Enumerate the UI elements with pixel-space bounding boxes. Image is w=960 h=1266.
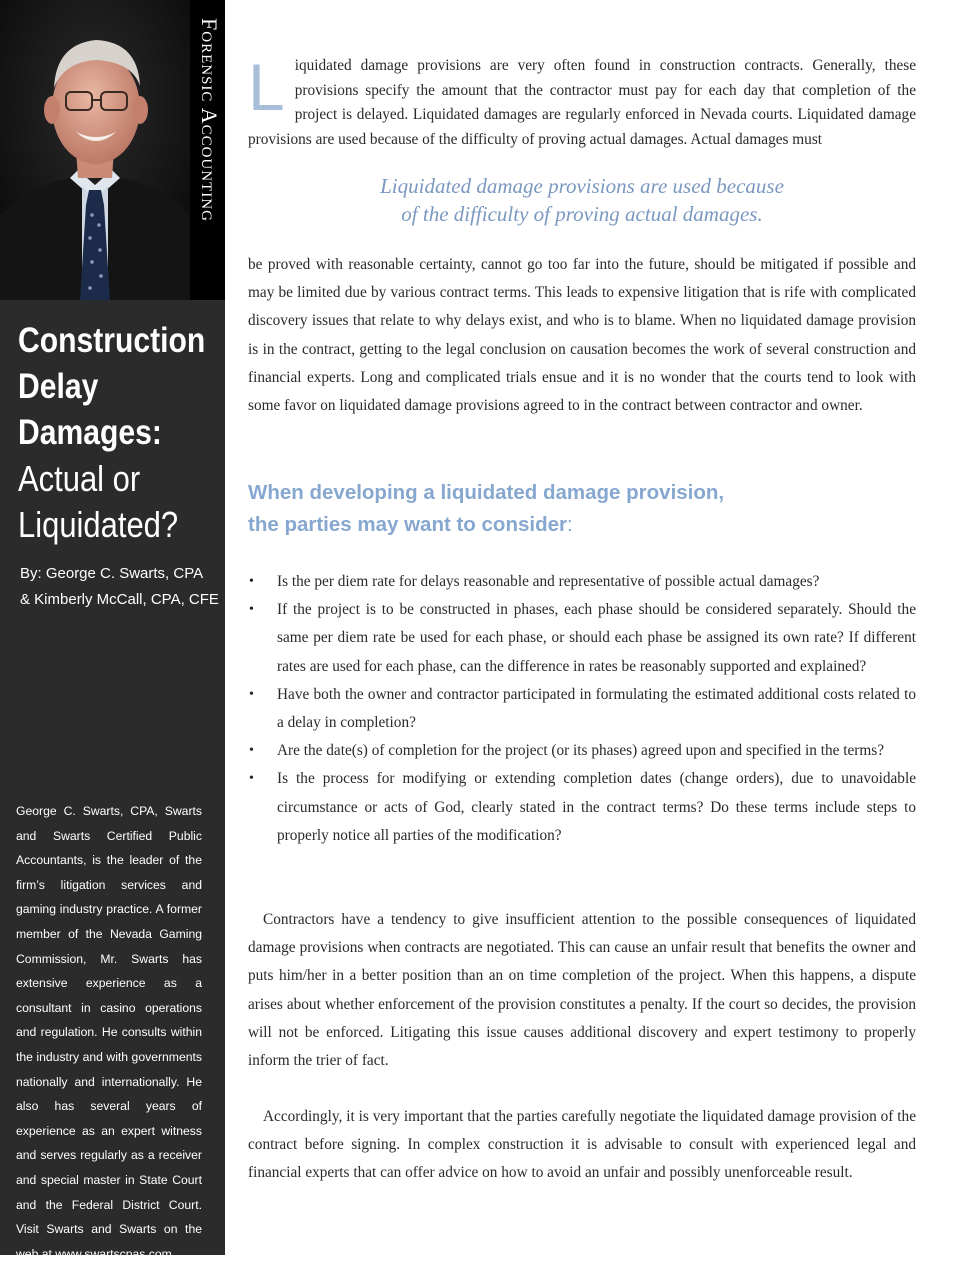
pull-quote-line: of the difficulty of proving actual damages. bbox=[401, 202, 763, 226]
sidebar bbox=[0, 0, 225, 1261]
bullet-icon: • bbox=[249, 602, 254, 618]
title-line: Delay bbox=[18, 367, 99, 406]
body-paragraph: Contractors have a tendency to give insufficient attention to the possible consequences of liquidated damage provisions when contracts are negotiated. This can cause an unfair result that benefits the owner and puts him/her in a better position than an on time completion of the project. When this happens, a dispute arises about whether enforcement of the provision constitutes a penalty. If the court so decides, the provision will not be enforced. Litigating this issue causes additional discovery and expert testimony to properly inform the trier of fact. bbox=[248, 911, 916, 1070]
subheading-line bbox=[248, 509, 916, 541]
article-title bbox=[18, 318, 218, 548]
list-item-text: Is the process for modifying or extending completion dates (change orders), due to unavoidable circumstance or acts of God, clearly stated in the contract terms? Do these terms include steps to properly notice all parties of the modification? bbox=[277, 770, 916, 844]
subheading-colon: : bbox=[566, 513, 573, 536]
pull-quote bbox=[248, 172, 916, 228]
subheading bbox=[248, 477, 916, 541]
list-item-text: Have both the owner and contractor participated in formulating the estimated additional costs related to a delay in completion? bbox=[277, 685, 916, 732]
list-item-text: If the project is to be constructed in phases, each phase should be considered separately. Should the same per diem rate be used for each phase, or should each phase be assigned its own rate? If different rates are used for each phase, can the difference in rates be reasonably supported and explained? bbox=[277, 601, 916, 675]
subtitle-line: Liquidated? bbox=[18, 504, 179, 545]
subtitle-line: Actual or bbox=[18, 458, 141, 499]
bullet-icon: • bbox=[249, 771, 254, 787]
list-item-text: Are the date(s) of completion for the project (or its phases) agreed upon and specified in the terms? bbox=[277, 742, 884, 760]
bullet-icon: • bbox=[249, 574, 254, 589]
list-item bbox=[248, 681, 916, 737]
drop-cap: L bbox=[248, 50, 285, 124]
intro-text: iquidated damage provisions are very often found in construction contracts. Generally, these provisions specify the amount that the contractor must pay for each day that completion of the project is delayed. Liquidated damages are regularly enforced in Nevada courts. Liquidated damage provisions are used because of the difficulty of proving actual damages. Actual damages must bbox=[248, 57, 916, 148]
section-label bbox=[190, 0, 225, 300]
subheading-text: the parties may want to consider bbox=[248, 513, 567, 536]
title-line: Damages: bbox=[18, 413, 162, 452]
pull-quote-line: Liquidated damage provisions are used because bbox=[380, 174, 784, 198]
list-item bbox=[248, 765, 916, 850]
list-item bbox=[248, 737, 916, 765]
bullet-icon: • bbox=[249, 686, 254, 702]
section-label-text: Forensic Accounting bbox=[197, 18, 222, 222]
byline-author: By: George C. Swarts, CPA bbox=[20, 565, 204, 582]
list-item-text: Is the per diem rate for delays reasonable and representative of possible actual damages? bbox=[277, 573, 820, 590]
body-paragraph: Accordingly, it is very important that the parties carefully negotiate the liquidated damage provision of the contract before signing. In complex construction it is advisable to consult with experienced legal and financial experts that can offer advice on how to avoid an unfair and possibly unenforceable result. bbox=[248, 1108, 916, 1182]
subheading-line: When developing a liquidated damage provision, bbox=[248, 481, 725, 504]
bullet-icon: • bbox=[249, 743, 254, 759]
title-line: Construction bbox=[18, 321, 206, 360]
list-item bbox=[248, 596, 916, 681]
author-photo bbox=[0, 0, 190, 300]
byline-coauthor: & Kimberly McCall, CPA, CFE bbox=[20, 591, 219, 608]
author-bio: George C. Swarts, CPA, Swarts and Swarts Certified Public Accountants, is the leader of the firm’s litigation services and gaming industry practice. A former member of the Nevada Gaming Commission, Mr. Swarts has extensive experience as a consultant in casino operations and regulation. He consults within the industry and with governments nationally and internationally. He also has several years of experience as an expert witness and serves regularly as a receiver and special master in State Court and the Federal District Court. Visit Swarts and Swarts on the web at www.swartscpas.com. bbox=[16, 804, 202, 1261]
consideration-list bbox=[248, 568, 916, 850]
intro-paragraph bbox=[248, 50, 916, 152]
body-paragraph: be proved with reasonable certainty, cannot go too far into the future, should be mitigated if possible and may be limited due by various contract terms. This leads to expensive litigation that is rife with complicated discovery issues that relate to why delays exist, and who is to blame. When no liquidated damage provision is in the contract, getting to the legal conclusion on causation becomes the work of several construction and financial experts. Long and complicated trials ensue and it is no wonder that the courts tend to look with some favor on liquidated damage provisions agreed to in the contract between contractor and owner. bbox=[248, 256, 916, 415]
byline bbox=[20, 561, 220, 613]
list-item bbox=[248, 568, 916, 596]
